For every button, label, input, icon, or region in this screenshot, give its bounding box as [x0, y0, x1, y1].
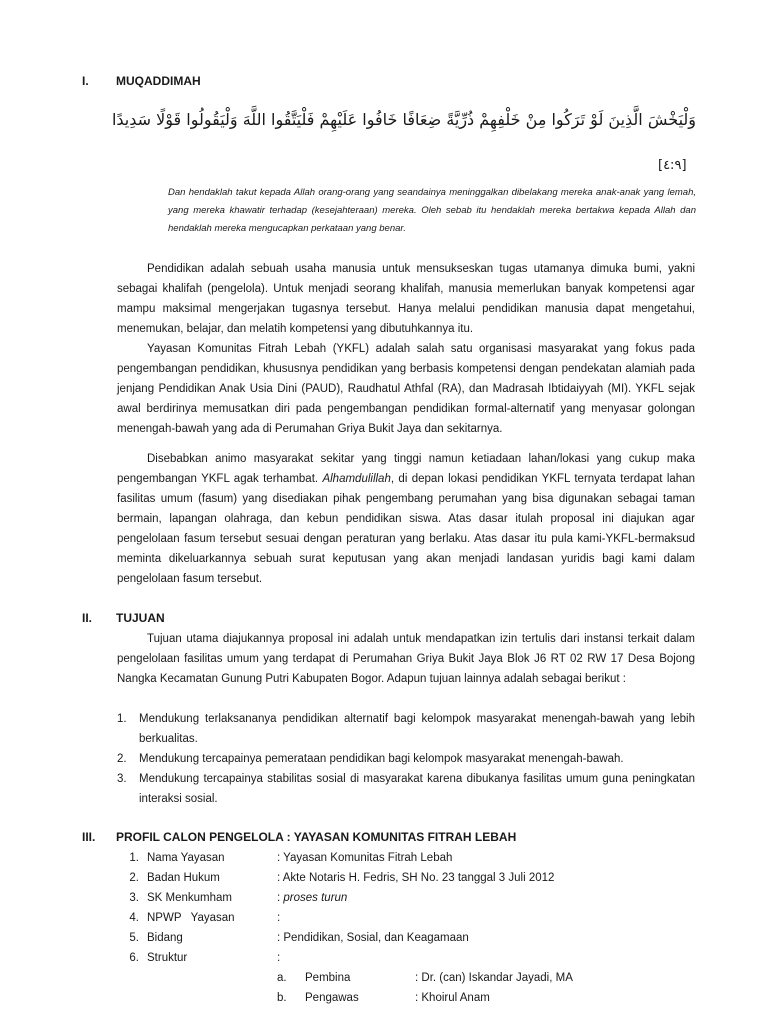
row-value: : Pendidikan, Sosial, dan Keagamaan [277, 932, 469, 944]
verse-translation: Dan hendaklah takut kepada Allah orang-orang yang seandainya meninggalkan dibelakang mereka anak-anak yang lemah, yang mereka khawatir terhadap (kesejahteraan) mereka. Oleh sebab itu hendaklah mereka bertakwa kepada Allah dan hendaklah mereka mengucapkan perkataan yang benar. [168, 187, 696, 234]
row-number: 6. [129, 952, 139, 964]
list-item [117, 749, 695, 769]
row-value-colon: : [277, 892, 284, 904]
row-value-italic: proses turun [283, 892, 348, 904]
row-number: 3. [129, 892, 139, 904]
struktur-row [277, 968, 717, 988]
section-heading-profil [82, 830, 516, 844]
struktur-letter: a. [277, 972, 287, 984]
row-number: 2. [129, 872, 139, 884]
row-value: : Akte Notaris H. Fedris, SH No. 23 tanggal 3 Juli 2012 [277, 872, 555, 884]
list-item [117, 769, 695, 809]
list-item-number: 2. [117, 753, 127, 765]
section-title: PROFIL CALON PENGELOLA : YAYASAN KOMUNITAS FITRAH LEBAH [116, 830, 517, 844]
struktur-label: Pembina [305, 972, 351, 984]
profile-table [117, 848, 717, 1008]
list-item [117, 709, 695, 749]
list-item-text: Mendukung terlaksananya pendidikan alternatif bagi kelompok masyarakat menengah-bawah yang lebih berkualitas. [139, 713, 695, 745]
row-label: Badan Hukum [147, 872, 220, 884]
struktur-letter: b. [277, 992, 287, 1004]
section-title: MUQADDIMAH [116, 74, 201, 88]
profile-row [117, 868, 717, 888]
profile-row [117, 928, 717, 948]
profile-row [117, 888, 717, 908]
struktur-value: : Dr. (can) Iskandar Jayadi, MA [415, 972, 573, 984]
verse-reference: [٤:٩] [658, 158, 687, 173]
section-number: I. [82, 74, 89, 88]
row-value: : Yayasan Komunitas Fitrah Lebah [277, 852, 453, 864]
paragraph-animo-part1: Disebabkan animo masyarakat sekitar yang tinggi namun ketiadaan lahan/lokasi yang cukup maka pengembangan YKFL agak terhambat. [117, 453, 695, 485]
struktur-label: Pengawas [305, 992, 359, 1004]
section-number: III. [82, 830, 96, 844]
row-value [277, 888, 717, 908]
section-heading-tujuan [82, 611, 165, 625]
row-value: : [277, 912, 281, 924]
paragraph-animo-italic: Alhamdulillah [322, 473, 391, 485]
row-number: 5. [129, 932, 139, 944]
struktur-row [277, 988, 717, 1008]
row-number: 4. [129, 912, 139, 924]
paragraph-pendidikan: Pendidikan adalah sebuah usaha manusia untuk mensukseskan tugas utamanya dimuka bumi, yakni sebagai khalifah (pengelola). Untuk menjadi seorang khalifah, manusia memerlukan banyak kompetensi agar mampu maksimal mengerjakan tugasnya tersebut. Hanya melalui pendidikan manusia dapat mengetahui, menemukan, belajar, dan melatih kompetensi yang dibutuhkannya itu. [117, 263, 695, 335]
section-number: II. [82, 611, 93, 625]
row-label: Bidang [147, 932, 183, 944]
row-label: SK Menkumham [147, 892, 233, 904]
profile-row [117, 908, 717, 928]
section-heading-muqaddimah [82, 74, 201, 88]
profile-row [117, 848, 717, 868]
paragraph-animo-part2: , di depan lokasi pendidikan YKFL ternyata terdapat lahan fasilitas umum (fasum) yang disediakan pihak pengembang perumahan yang bisa digunakan sebagai taman bermain, lapangan olahraga, dan kebun pendidikan siswa. Atas dasar itulah proposal ini diajukan agar pengelolaan fasum tersebut sesuai dengan peraturan yang berlaku. Atas dasar itu pula kami-YKFL-bermaksud meminta dikeluarkannya sebuah surat keputusan yang akan menjadi landasan yuridis bagi kami dalam pengelolaan fasum tersebut. [117, 473, 695, 585]
paragraph-ykfl: Yayasan Komunitas Fitrah Lebah (YKFL) adalah salah satu organisasi masyarakat yang fokus pada pengembangan pendidikan, khususnya pendidikan yang berbasis kompetensi dengan pendekatan alamiah pada jenjang Pendidikan Anak Usia Dini (PAUD), Raudhatul Athfal (RA), dan Madrasah Ibtidaiyyah (MI). YKFL sejak awal berdirinya memusatkan diri pada pengembangan pendidikan formal-alternatif yang menyasar golongan menengah-bawah yang ada di Perumahan Griya Bukit Jaya dan sekitarnya. [117, 343, 695, 435]
list-item-number: 3. [117, 773, 127, 785]
section-title: TUJUAN [116, 611, 165, 625]
row-label: NPWP Yayasan [147, 912, 235, 924]
list-item-text: Mendukung tercapainya pemerataan pendidikan bagi kelompok masyarakat menengah-bawah. [139, 753, 624, 765]
row-value: : [277, 952, 281, 964]
paragraph-animo [117, 449, 695, 589]
struktur-value: : Khoirul Anam [415, 992, 490, 1004]
row-label: Struktur [147, 952, 188, 964]
row-number: 1. [129, 852, 139, 864]
list-item-text: Mendukung tercapainya stabilitas sosial di masyarakat karena dibukanya fasilitas umum guna peningkatan interaksi sosial. [139, 773, 695, 805]
paragraph-tujuan-intro: Tujuan utama diajukannya proposal ini adalah untuk mendapatkan izin tertulis dari instansi terkait dalam pengelolaan fasilitas umum yang terdapat di Perumahan Griya Bukit Jaya Blok J6 RT 02 RW 17 Desa Bojong Nangka Kecamatan Gunung Putri Kabupaten Bogor. Adapun tujuan lainnya adalah sebagai berikut : [117, 633, 695, 685]
row-label: Nama Yayasan [147, 852, 225, 864]
arabic-verse: وَلْيَخْشَ الَّذِينَ لَوْ تَرَكُوا مِنْ خَلْفِهِمْ ذُرِّيَّةً ضِعَافًا خَافُوا عَلَيْهِمْ فَلْيَتَّقُوا اللَّهَ وَلْيَقُولُوا قَوْلًا سَدِيدًا [111, 110, 696, 129]
tujuan-list [117, 709, 695, 809]
list-item-number: 1. [117, 713, 127, 725]
profile-row [117, 948, 717, 968]
